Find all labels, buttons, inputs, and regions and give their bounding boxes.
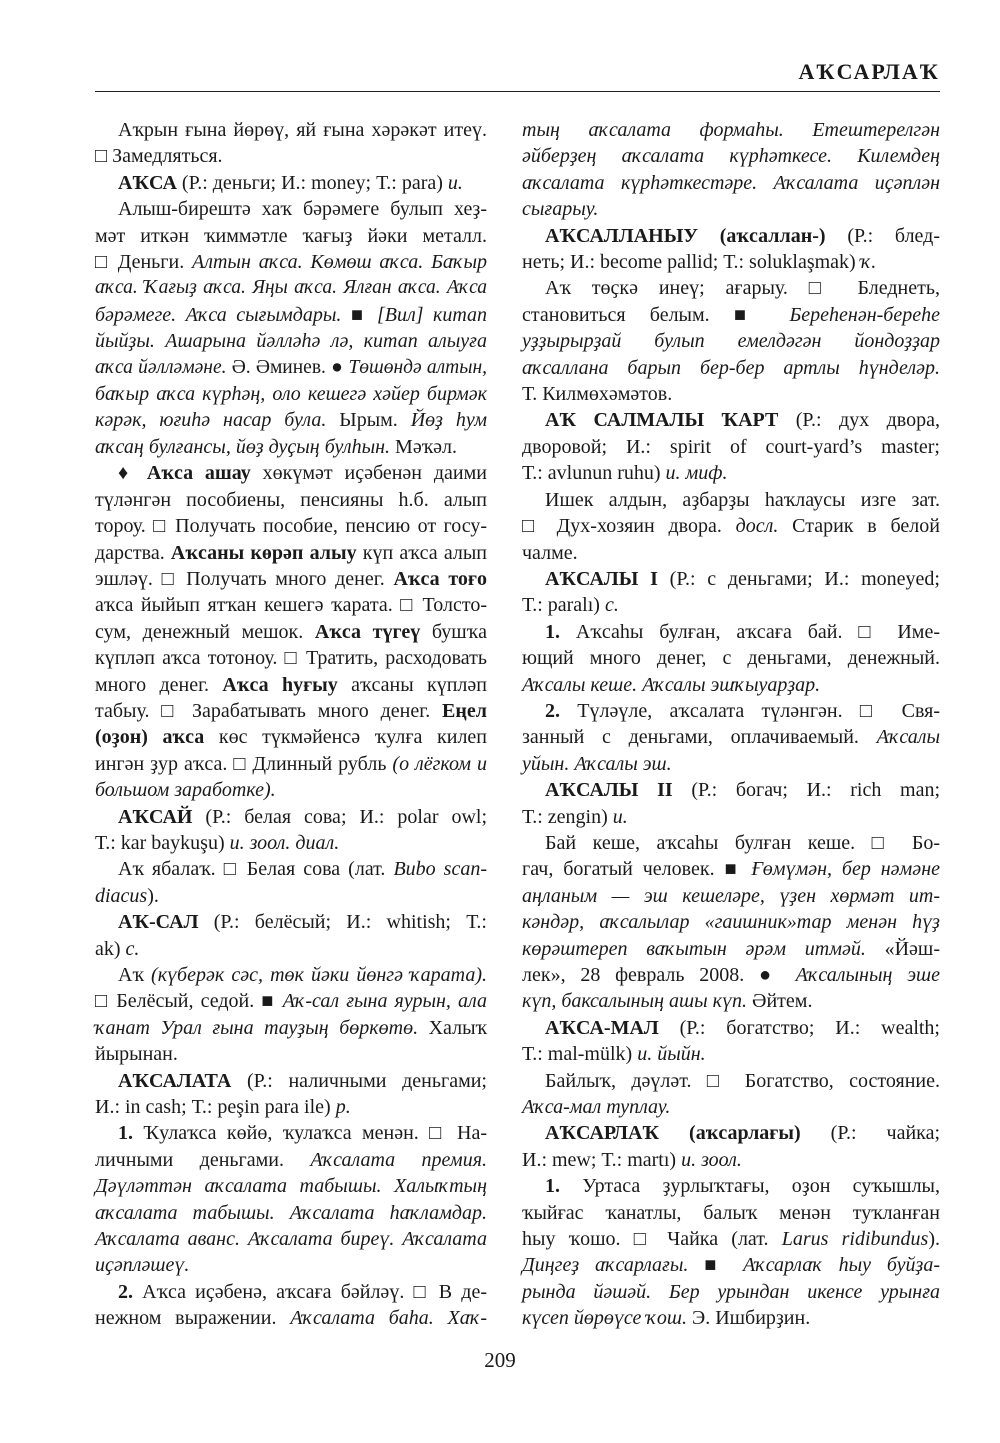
- text-line: [522, 936, 940, 962]
- text-line: [95, 1147, 487, 1173]
- dictionary-entry: [522, 619, 940, 698]
- plain-text: Ә. Әминев. ●: [226, 356, 349, 378]
- plain-text: Аҡ төҫкә инеү; ағарыу. □ Бледнеть,: [545, 277, 940, 300]
- text-line: [95, 170, 487, 196]
- plain-text: Халыҡ: [418, 1016, 487, 1039]
- plain-text: күпләп аҡса тотоноу. □ Тратить, расходовать: [95, 647, 487, 670]
- bold-term: АҠСА: [118, 171, 177, 194]
- text-line: [95, 988, 487, 1014]
- italic-text: йыйҙы. Ашарына йәлләһә лә, китап алыуға: [95, 330, 487, 353]
- italic-text: аҡсаң булғансы, йөҙ дуҫың булһын.: [95, 435, 391, 458]
- plain-text: ющий много денег, с деньгами, денежный.: [522, 647, 940, 670]
- italic-text: Аҡсалата премия.: [310, 1148, 487, 1171]
- plain-text: аҡса йыйып ятҡан кешегә ҡарата. □ Толсто-: [95, 594, 487, 617]
- plain-text: бушҡа: [420, 620, 488, 643]
- italic-text: бәрәмеге. Аҡса сығымдары.: [95, 303, 351, 326]
- plain-text: табыу. □ Зарабатывать много денег.: [95, 699, 443, 722]
- italic-text: р.: [335, 1096, 351, 1119]
- text-line: [95, 196, 487, 222]
- italic-text: аҡсалата күрһәткестәре. Аҡсалата иҫәплән: [522, 171, 940, 194]
- text-line: [522, 698, 940, 724]
- text-line: [95, 513, 487, 539]
- plain-text: Аҡ: [118, 964, 152, 986]
- text-line: [522, 1200, 940, 1226]
- plain-text: чалме.: [522, 541, 578, 564]
- text-line: [522, 566, 940, 592]
- text-line: [95, 619, 487, 645]
- text-line: [95, 407, 487, 433]
- italic-text: Аҡсалата баһа. Хаҡ-: [290, 1307, 487, 1330]
- dictionary-entry: [95, 909, 487, 962]
- text-line: [522, 856, 940, 882]
- dictionary-entry: [522, 1173, 940, 1331]
- dictionary-entry: [95, 1279, 487, 1332]
- italic-text: Larus ridibundus: [781, 1228, 929, 1251]
- text-line: [522, 645, 940, 671]
- dictionary-entry: [522, 830, 940, 1015]
- text-line: [95, 1094, 487, 1120]
- plain-text: становиться белым. ■: [522, 303, 790, 326]
- text-line: [522, 1094, 940, 1120]
- dictionary-entry: [522, 1068, 940, 1121]
- text-line: [95, 328, 487, 354]
- text-line: [95, 302, 487, 328]
- text-line: [95, 962, 487, 988]
- text-line: [95, 698, 487, 724]
- italic-text: [Вил] китап: [376, 303, 487, 326]
- plain-text: Старик в белой: [778, 515, 940, 538]
- plain-text: (Р.: с деньгами; И.: moneyed;: [657, 567, 940, 590]
- text-line: [522, 540, 940, 566]
- plain-text: Аҡса иҫәбенә, аҡсаға бәйләү. □ В де-: [133, 1280, 487, 1303]
- italic-text: (о лёгком и: [392, 752, 487, 775]
- text-line: [522, 1305, 940, 1331]
- text-line: [522, 328, 940, 354]
- italic-text: Аҡ-сал ғына яурын, ала: [282, 990, 487, 1013]
- dictionary-entry: [95, 1120, 487, 1278]
- text-line: [95, 909, 487, 935]
- italic-text: Аҡсалының эше: [795, 964, 940, 986]
- italic-text: Ғөмүмән, бер нәмәне: [751, 858, 940, 881]
- bold-term: Аҡса түгеү: [314, 620, 421, 643]
- italic-text: с.: [604, 594, 619, 617]
- text-line: [95, 566, 487, 592]
- plain-text: Аҡ ябалаҡ. □ Белая сова (лат.: [118, 858, 394, 881]
- plain-text: (Р.: белёсый; И.: whitish; Т.:: [198, 911, 487, 934]
- plain-text: Уртаса ҙурлыҡтағы, оҙон суҡышлы,: [560, 1175, 940, 1198]
- italic-text: с.: [125, 937, 140, 960]
- plain-text: Т.: kar baykuşu): [95, 831, 230, 854]
- italic-text: большом заработке).: [95, 779, 276, 802]
- plain-text: (Р.: богатство; И.: wealth;: [658, 1016, 940, 1039]
- dictionary-entry: [522, 407, 940, 486]
- bold-term: АҠСАЛЛАНЫУ (аҡсаллан-): [545, 224, 826, 247]
- plain-text: тороу. □ Получать пособие, пенсию от госу-: [95, 515, 487, 538]
- text-line: [95, 249, 487, 275]
- bold-term: 1.: [118, 1122, 133, 1145]
- plain-text: күп аҡса алып: [356, 541, 487, 564]
- plain-text: ♦: [118, 462, 147, 485]
- dictionary-entry: [522, 487, 940, 566]
- bold-term: АҠСАРЛАҠ (аҡсарлағы): [545, 1122, 801, 1145]
- text-line: [95, 645, 487, 671]
- italic-text: Дәүләттән аҡсалата табышы. Халыҡтың: [95, 1175, 487, 1198]
- text-line: [522, 1279, 940, 1305]
- dictionary-entry: [95, 196, 487, 460]
- text-line: [522, 249, 940, 275]
- italic-text: сығарыу.: [522, 198, 599, 221]
- page-number: 209: [484, 1348, 516, 1372]
- italic-text: ҡанат Урал ғына тауҙың бөркөтө.: [95, 1016, 419, 1039]
- text-line: [522, 777, 940, 803]
- italic-text: diacus: [95, 884, 148, 907]
- plain-text: дворовой; И.: spirit of court-yard’s master;: [522, 435, 940, 458]
- text-line: [95, 1173, 487, 1199]
- plain-text: лек», 28 февраль 2008. ●: [522, 964, 796, 986]
- italic-text: күп, баксалының ашы күп.: [522, 990, 748, 1013]
- italic-text: и. зоол.: [681, 1148, 742, 1171]
- italic-text: аҡсалата табышы. Аҡсалата һаҡламдар.: [95, 1201, 487, 1224]
- text-line: [95, 540, 487, 566]
- text-line: [95, 487, 487, 513]
- italic-text: Bubo scan-: [393, 858, 487, 881]
- bold-term: АҠСАЙ: [118, 805, 193, 828]
- bold-term: (оҙон) аҡса: [95, 726, 205, 749]
- text-line: [95, 777, 487, 803]
- plain-text: Т.: paralı): [522, 594, 605, 617]
- italic-text: көрәштереп ваҡытын әрәм итмәй.: [522, 937, 866, 960]
- text-line: [522, 1120, 940, 1146]
- plain-text: Ҡулаҡса көйө, ҡулаҡса менән. □ На-: [133, 1122, 487, 1145]
- text-line: [522, 724, 940, 750]
- text-line: [522, 117, 940, 143]
- text-line: [95, 883, 487, 909]
- text-line: [522, 143, 940, 169]
- plain-text: Бай кеше, аҡсаһы булған кеше. □ Бо-: [545, 831, 940, 854]
- plain-text: Т.: zengin): [522, 805, 613, 828]
- text-line: [95, 275, 487, 301]
- text-line: [522, 1041, 940, 1067]
- plain-text: Т.: mal-mülk): [522, 1043, 638, 1066]
- bold-term: АҠ САЛМАЛЫ ҠАРТ: [545, 409, 779, 432]
- text-line: [95, 1015, 487, 1041]
- dictionary-entry: [95, 962, 487, 1068]
- text-line: [95, 856, 487, 882]
- text-line: [522, 1173, 940, 1199]
- text-line: [522, 909, 940, 935]
- text-line: [522, 988, 940, 1014]
- plain-text: □ Дух-хозяин двора.: [522, 515, 736, 538]
- italic-text: и. йыйн.: [637, 1043, 706, 1066]
- plain-text: Әйтем.: [747, 990, 813, 1013]
- italic-text: аҡса. Ҡағыҙ аҡса. Яңы аҡса. Ялған аҡса. Аҡса: [95, 277, 487, 299]
- plain-text: (Р.: наличными деньгами;: [231, 1069, 487, 1092]
- plain-text: занный с деньгами, оплачиваемый.: [522, 726, 877, 749]
- italic-text: Аҡсалата аванс. Аҡсалата биреү. Аҡсалата: [95, 1228, 487, 1251]
- text-line: [522, 381, 940, 407]
- italic-text: аҡса йәлләмәне.: [95, 356, 227, 378]
- plain-text: □ Белёсый, седой. ■: [95, 990, 283, 1013]
- italic-text: Алтын аҡса. Көмөш аҡса. Баҡыр: [192, 251, 487, 274]
- plain-text: Аҡсаһы булған, аҡсаға бай. □ Име-: [560, 620, 940, 643]
- text-line: [522, 1015, 940, 1041]
- text-line: [95, 117, 487, 143]
- italic-text: әйберҙең аҡсалата күрһәткесе. Килемдең: [522, 145, 940, 168]
- plain-text: нежном выражении.: [95, 1307, 291, 1330]
- plain-text: Мәҡәл.: [390, 435, 458, 458]
- italic-text: тың аҡсалата формаһы. Етештерелгән: [522, 119, 940, 141]
- plain-text: йырынан.: [95, 1043, 178, 1066]
- italic-text: уҙҙырырҙай булып емелдәгән йондоҙҙар: [522, 330, 940, 353]
- dictionary-entry: [522, 777, 940, 830]
- text-line: [522, 883, 940, 909]
- text-line: [522, 1252, 940, 1278]
- text-line: [522, 1147, 940, 1173]
- plain-text: эшләү. □ Получать много денег.: [95, 567, 394, 590]
- italic-text: ҡ.: [860, 251, 877, 274]
- text-line: [522, 302, 940, 328]
- text-line: [95, 1200, 487, 1226]
- dictionary-entry: [95, 804, 487, 857]
- dictionary-entry: [95, 170, 487, 196]
- text-line: [95, 1041, 487, 1067]
- plain-text: неть; И.: become pallid; Т.: soluklaşmak): [522, 251, 861, 274]
- italic-text: (күберәк сәс, төк йәки йөнгә ҡарата).: [151, 964, 487, 986]
- dictionary-entry: [522, 117, 940, 223]
- text-line: [522, 1068, 940, 1094]
- plain-text: «Йәш-: [865, 937, 940, 960]
- text-line: [95, 1068, 487, 1094]
- text-line: [522, 513, 940, 539]
- plain-text: (Р.: блед-: [825, 224, 940, 247]
- text-line: [522, 672, 940, 698]
- running-head: АҠСАРЛАҠ: [798, 59, 940, 84]
- text-line: [95, 672, 487, 698]
- plain-text: Ырым.: [326, 409, 411, 432]
- plain-text: сум, денежный мешок.: [95, 620, 315, 643]
- text-line: [522, 592, 940, 618]
- bold-term: 2.: [545, 699, 560, 722]
- text-line: [522, 487, 940, 513]
- italic-text: баҡыр аҡса күрһәң, оло кешегә хәйер бирмәк: [95, 383, 487, 406]
- italic-text: и. зоол. диал.: [229, 831, 340, 854]
- text-line: [95, 460, 487, 486]
- italic-text: иҫәпләшеү.: [95, 1254, 190, 1277]
- bold-term: АҠСА-МАЛ: [545, 1016, 659, 1039]
- text-line: [522, 619, 940, 645]
- italic-text: аңланым — эш кешеләре, үҙен хөрмәт ит-: [522, 884, 940, 907]
- text-line: [95, 592, 487, 618]
- plain-text: личными деньгами.: [95, 1148, 311, 1171]
- bold-term: 1.: [545, 620, 560, 643]
- text-line: [522, 460, 940, 486]
- plain-text: (Р.: деньги; И.: money; Т.: para): [176, 171, 448, 194]
- italic-text: Береһенән-береһе: [789, 303, 940, 326]
- text-line: [522, 223, 940, 249]
- plain-text: һыу ҡошо. □ Чайка (лат.: [522, 1228, 782, 1251]
- text-line: [522, 751, 940, 777]
- plain-text: хөкүмәт иҫәбенән даими: [250, 462, 487, 485]
- dictionary-entry: [95, 856, 487, 909]
- bold-term: АҠСАЛАТА: [118, 1069, 232, 1092]
- plain-text: Аҡрын ғына йөрөү, яй ғына хәрәкәт итеү.: [118, 119, 487, 141]
- text-line: [95, 1305, 487, 1331]
- italic-text: уйын. Аҡсалы эш.: [522, 752, 672, 775]
- header-rule: [95, 91, 940, 92]
- text-line: [522, 275, 940, 301]
- plain-text: ak): [95, 937, 126, 960]
- italic-text: күсеп йөрөүсе ҡош.: [522, 1307, 687, 1330]
- left-column: [95, 117, 487, 1332]
- dictionary-entry: [95, 117, 487, 170]
- plain-text: (Р.: дух двора,: [778, 409, 940, 432]
- plain-text: ■: [688, 1254, 743, 1277]
- italic-text: кәрәк, юғиһә насар була.: [95, 409, 327, 432]
- text-line: [522, 830, 940, 856]
- bold-term: Аҡса һуғыу: [222, 673, 338, 696]
- italic-text: Аҡсалы кеше. Аҡсалы эшҡыуарҙар.: [522, 673, 821, 696]
- italic-text: Аҡсалы: [876, 726, 940, 749]
- bold-term: АҠСАЛЫ I: [545, 567, 658, 590]
- bold-term: 2.: [118, 1280, 133, 1303]
- plain-text: И.: mew; Т.: martı): [522, 1148, 682, 1171]
- text-line: [95, 936, 487, 962]
- text-line: [95, 1252, 487, 1278]
- text-line: [522, 1226, 940, 1252]
- plain-text: Т.: avlunun ruhu): [522, 462, 666, 485]
- plain-text: ингән ҙур аҡса. □ Длинный рубль: [95, 752, 393, 775]
- text-line: [522, 355, 940, 381]
- text-line: [95, 143, 487, 169]
- text-line: [522, 407, 940, 433]
- plain-text: много денег.: [95, 673, 223, 696]
- text-line: [95, 751, 487, 777]
- italic-text: кәндәр, аҡсалылар «гаишник»тар менән һүҙ: [522, 911, 940, 934]
- plain-text: ■: [350, 303, 377, 326]
- text-line: [95, 724, 487, 750]
- italic-text: и. миф.: [665, 462, 728, 485]
- dictionary-entry: [95, 1068, 487, 1121]
- dictionary-entry: [522, 1120, 940, 1173]
- italic-text: Төшөндә алтын,: [348, 356, 487, 378]
- plain-text: түләнгән пособиены, пенсияны һ.б. алып: [95, 488, 487, 511]
- right-column: [522, 117, 940, 1332]
- italic-text: и.: [447, 171, 463, 194]
- plain-text: Алыш-бирештә хаҡ бәрәмеге булып хеҙ-: [118, 198, 487, 221]
- dictionary-entry: [522, 698, 940, 777]
- italic-text: Диңгеҙ аҡсарлағы.: [522, 1254, 689, 1277]
- dictionary-entry: [522, 223, 940, 276]
- plain-text: (Р.: белая сова; И.: polar owl;: [192, 805, 487, 828]
- dictionary-entry: [522, 275, 940, 407]
- bold-term: АҠСАЛЫ II: [545, 779, 673, 802]
- italic-text: рында йәшәй. Бер урындан икенсе урынға: [522, 1280, 940, 1303]
- text-line: [522, 804, 940, 830]
- text-line: [95, 1120, 487, 1146]
- plain-text: аҡсаны күпләп: [337, 673, 487, 696]
- plain-text: И.: in cash; Т.: peşin para ile): [95, 1096, 336, 1119]
- plain-text: мәт иткән ҡиммәтле ҡағыҙ йәки металл.: [95, 224, 487, 247]
- text-line: [95, 804, 487, 830]
- plain-text: Байлыҡ, дәүләт. □ Богатство, состояние.: [545, 1069, 940, 1092]
- text-line: [95, 1279, 487, 1305]
- italic-text: Аҡса-мал туплау.: [522, 1096, 671, 1119]
- text-line: [522, 962, 940, 988]
- text-line: [95, 434, 487, 460]
- plain-text: (Р.: богач; И.: rich man;: [672, 779, 941, 802]
- italic-text: и.: [612, 805, 628, 828]
- italic-text: Йөҙ һум: [410, 409, 487, 432]
- text-line: [522, 434, 940, 460]
- text-line: [522, 170, 940, 196]
- italic-text: Аҡсарлаҡ һыу буйҙа-: [742, 1254, 940, 1277]
- dictionary-entry: [522, 1015, 940, 1068]
- plain-text: Ишек алдын, аҙбарҙы һаҡлаусы изге зат.: [545, 488, 940, 511]
- text-line: [95, 381, 487, 407]
- plain-text: гач, богатый человек. ■: [522, 858, 752, 881]
- plain-text: □ Деньги.: [95, 251, 193, 274]
- text-line: [95, 830, 487, 856]
- plain-text: Э. Ишбирҙин.: [686, 1307, 811, 1330]
- dictionary-entry: [95, 460, 487, 803]
- plain-text: ).: [928, 1228, 940, 1251]
- plain-text: ).: [147, 884, 159, 907]
- plain-text: дарства.: [95, 541, 171, 564]
- bold-term: Еңел: [442, 699, 487, 722]
- text-line: [95, 223, 487, 249]
- bold-term: Аҡса ашау: [146, 462, 251, 485]
- plain-text: ҡыйғас ҡанатлы, балыҡ менән туҡланған: [522, 1201, 940, 1224]
- italic-text: досл.: [735, 515, 779, 538]
- dictionary-entry: [522, 566, 940, 619]
- bold-term: 1.: [545, 1175, 560, 1198]
- bold-term: АҠ-САЛ: [118, 911, 199, 934]
- text-line: [95, 355, 487, 381]
- plain-text: Түләүле, аҡсалата түләнгән. □ Свя-: [560, 699, 940, 722]
- plain-text: (Р.: чайка;: [800, 1122, 941, 1145]
- plain-text: □ Замедляться.: [95, 145, 223, 168]
- plain-text: көс түкмәйенсә ҡулға килеп: [204, 726, 488, 749]
- bold-term: Аҡса тоғо: [393, 567, 487, 590]
- text-line: [95, 1226, 487, 1252]
- text-line: [522, 196, 940, 222]
- italic-text: аҡсаллана барып бер-бер артлы һүнделәр.: [522, 356, 940, 379]
- bold-term: Аҡсаны көрәп алыу: [170, 541, 357, 564]
- plain-text: Т. Килмөхәмәтов.: [522, 383, 673, 406]
